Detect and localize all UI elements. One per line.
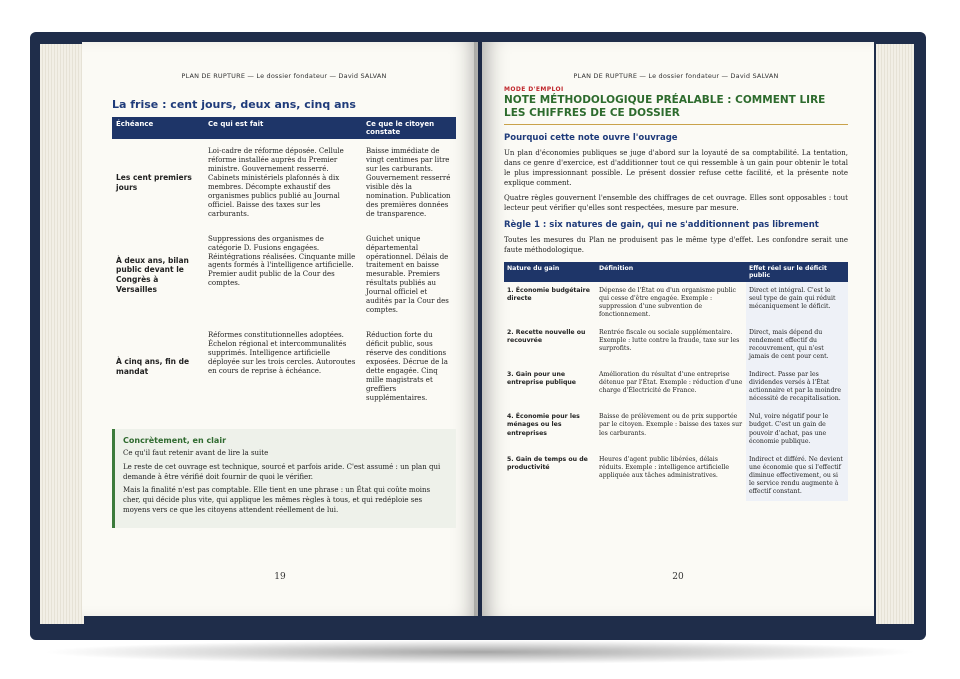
table-row (504, 408, 848, 450)
body-paragraph: Quatre règles gouvernent l'ensemble des chiffrages de cet ouvrage. Elles sont opposables : tout lecteur peut vérifier qu'elles sont respectées, mesure par mesure. (504, 194, 848, 213)
nature-gain-table (504, 262, 848, 501)
definition-cell: Amélioration du résultat d'une entreprise détenue par l'État. Exemple : réduction d'une charge d'Électricité de France. (599, 371, 743, 395)
left-page (82, 42, 478, 616)
page-edges-right (876, 44, 914, 624)
page-number-right: 20 (672, 572, 684, 582)
phase-cell: À deux ans, bilan public devant le Congrès à Versailles (116, 255, 189, 294)
definition-cell: Heures d'agent public libérées, délais réduits. Exemple : intelligence artificielle appliquée aux tâches administratives. (599, 455, 730, 479)
concretement-box (112, 429, 456, 528)
table-row (112, 227, 456, 324)
constate-cell: Baisse immédiate de vingt centimes par litre sur les carburants. Gouvernement resserré visible dès la nomination. Publication des premières données de transparence. (366, 147, 451, 218)
page-number-left: 19 (274, 572, 286, 582)
phase-cell: Les cent premiers jours (116, 173, 192, 192)
fait-cell: Loi-cadre de réforme déposée. Cellule réforme installée auprès du Premier ministre. Gouvernement resserré. Cabinets ministériels plafonnés à dix membres. Décompte exhaustif des organismes publics publié au Journal officiel. Baisse des taxes sur les carburants. (208, 147, 344, 218)
table-row (504, 282, 848, 324)
fait-cell: Suppressions des organismes de catégorie D. Fusions engagées. Réintégrations réalisées. Cinquante mille agents formés à l'intelligence artificielle. Premier audit public de la Cour des comptes. (208, 234, 356, 288)
nature-cell: 5. Gain de temps ou de productivité (507, 455, 588, 471)
nature-cell: 2. Recette nouvelle ou recouvrée (507, 328, 586, 344)
col-header-definition: Définition (596, 262, 746, 282)
phase-cell: À cinq ans, fin de mandat (116, 357, 190, 377)
title-divider (504, 124, 848, 125)
effet-cell: Direct et intégral. C'est le seul type de gain qui réduit mécaniquement le déficit. (746, 282, 848, 324)
table-row (112, 139, 456, 227)
right-page (482, 42, 874, 616)
fait-cell: Réformes constitutionnelles adoptées. Échelon régional et intercommunalités supprimés. Intelligence artificielle déployée sur les trois cercles. Autoroutes en cours de reprise à échéance. (208, 331, 356, 376)
nature-cell: 3. Gain pour une entreprise publique (507, 371, 576, 387)
effet-cell: Direct, mais dépend du rendement effectif du recouvrement, qui n'est jamais de cent pour cent. (746, 324, 848, 366)
table-row (504, 324, 848, 366)
book-shadow (40, 640, 920, 664)
effet-cell: Indirect. Passe par les dividendes versés à l'État actionnaire et par la moindre nécessité de recapitalisation. (746, 366, 848, 408)
body-paragraph: Toutes les mesures du Plan ne produisent pas le même type d'effet. Les confondre serait une faute méthodologique. (504, 236, 848, 254)
definition-cell: Baisse de prélèvement ou de prix supportée par le citoyen. Exemple : baisse des taxes sur les carburants. (599, 413, 743, 437)
body-paragraph: Un plan d'économies publiques se juge d'abord sur la loyauté de sa comptabilité. La tentation, dans ce genre d'exercice, est d'additionner tout ce qui ressemble à un gain pour obtenir le total le plus impressionnant possible. Le présent dossier refuse cette facilité, et la présente note explique comment. (504, 149, 848, 187)
effet-cell: Nul, voire négatif pour le budget. C'est un gain de pouvoir d'achat, pas une économie publique. (746, 408, 848, 450)
frise-table (112, 117, 456, 411)
constate-cell: Guichet unique départemental opérationnel. Délais de traitement en baisse mesurable. Premiers résultats publiés au Journal officiel et audités par la Cour des comptes. (366, 234, 449, 315)
col-header-fait: Ce qui est fait (204, 117, 362, 139)
table-row (504, 451, 848, 501)
concretement-lead: Ce qu'il faut retenir avant de lire la suite (123, 449, 269, 458)
table-row (112, 323, 456, 411)
col-header-effet: Effet réel sur le déficit public (746, 262, 848, 282)
effet-cell: Indirect et différé. Ne devient une économie que si l'effectif diminue effectivement, ou si le service rendu augmente à effectif constant. (746, 451, 848, 501)
definition-cell: Dépense de l'État ou d'un organisme public qui cesse d'être engagée. Exemple : suppression d'une subvention de fonctionnement. (599, 286, 737, 318)
definition-cell: Rentrée fiscale ou sociale supplémentaire. Exemple : lutte contre la fraude, taxe sur les surprofits. (599, 328, 740, 352)
concretement-paragraph: Mais la finalité n'est pas comptable. Elle tient en une phrase : un État qui coûte moins cher, qui décide plus vite, qui applique les mêmes règles à tous, et qui redéploie ses moyens vers ce que les citoyens attendent réellement de lui. (123, 486, 431, 514)
heading-regle-1: Règle 1 : six natures de gain, qui ne s'additionnent pas librement (504, 220, 819, 231)
page-edges-left (40, 44, 84, 624)
concretement-paragraph: Le reste de cet ouvrage est technique, sourcé et parfois aride. C'est assumé : un plan qui demande à être vérifié doit fournir de quoi le vérifier. (123, 462, 441, 481)
nature-cell: 1. Économie budgétaire directe (507, 286, 590, 302)
frise-header-row (112, 117, 456, 139)
frise-title: La frise : cent jours, deux ans, cinq ans (112, 98, 356, 111)
concretement-title: Concrètement, en clair (123, 435, 227, 445)
running-head-right: PLAN DE RUPTURE — Le dossier fondateur — David SALVAN (573, 72, 779, 80)
table-row (504, 366, 848, 408)
col-header-nature: Nature du gain (504, 262, 596, 282)
col-header-constate: Ce que le citoyen constate (362, 117, 456, 139)
running-head-left: PLAN DE RUPTURE — Le dossier fondateur — David SALVAN (181, 72, 387, 80)
col-header-echeance: Échéance (112, 117, 204, 139)
nature-header-row (504, 262, 848, 282)
section-kicker: MODE D'EMPLOI (504, 86, 564, 93)
constate-cell: Réduction forte du déficit public, sous réserve des conditions exposées. Décrue de la dette engagée. Cinq mille magistrats et greffiers supplémentaires. (366, 331, 448, 402)
chapter-title: NOTE MÉTHODOLOGIQUE PRÉALABLE : COMMENT LIRE LES CHIFFRES DE CE DOSSIER (504, 94, 826, 120)
nature-cell: 4. Économie pour les ménages ou les entreprises (507, 413, 580, 437)
heading-pourquoi: Pourquoi cette note ouvre l'ouvrage (504, 133, 678, 144)
